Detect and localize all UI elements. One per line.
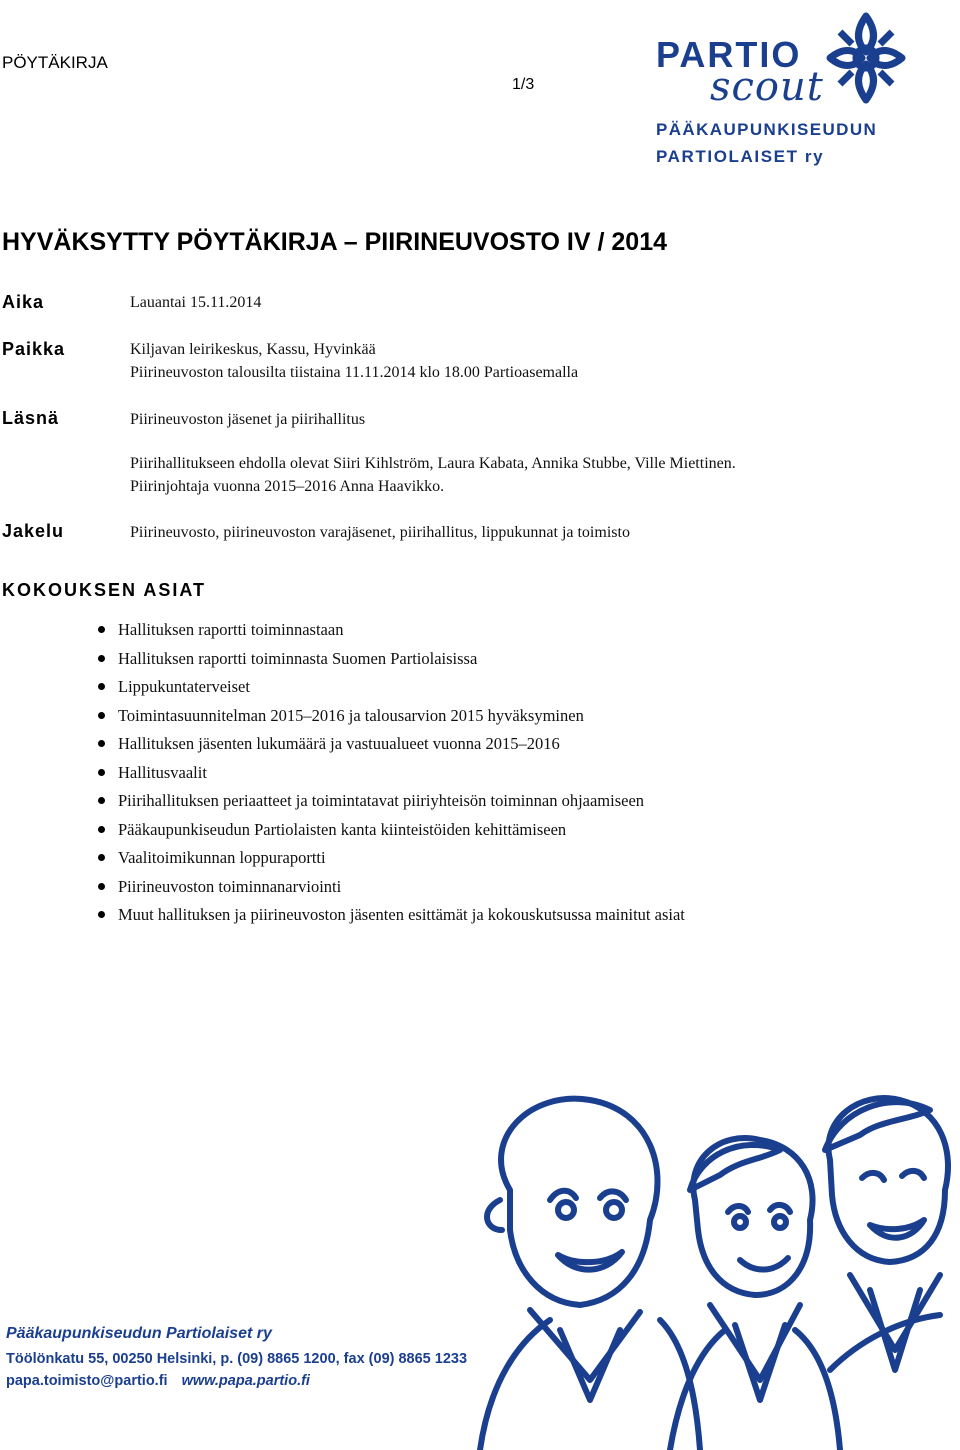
bullet-icon bbox=[98, 911, 105, 918]
list-item bbox=[92, 902, 685, 931]
agenda-item-text: Pääkaupunkiseudun Partiolaisten kanta kiinteistöiden kehittämiseen bbox=[118, 819, 567, 839]
list-item bbox=[92, 788, 685, 817]
page-number: 1/3 bbox=[512, 76, 535, 93]
agenda-item-text: Vaalitoimikunnan loppuraportti bbox=[118, 848, 326, 867]
logo-partio-text: PARTIO bbox=[656, 34, 802, 75]
jakelu-label: Jakelu bbox=[2, 521, 65, 541]
lasna-line-1: Piirineuvoston jäsenet ja piirihallitus bbox=[130, 411, 366, 428]
bullet-icon bbox=[98, 854, 105, 861]
list-item bbox=[92, 617, 685, 646]
list-item bbox=[92, 845, 685, 874]
logo-line-2: PARTIOLAISET ry bbox=[656, 147, 825, 166]
agenda-item-text: Piirineuvoston toiminnanarviointi bbox=[118, 876, 342, 896]
logo-scout-text: scout bbox=[710, 64, 824, 110]
list-item bbox=[92, 674, 685, 703]
list-item bbox=[92, 703, 685, 732]
bullet-icon bbox=[98, 883, 105, 890]
bullet-icon bbox=[98, 712, 105, 719]
bullet-icon bbox=[98, 740, 105, 747]
footer-web-link[interactable]: www.papa.partio.fi bbox=[181, 1373, 310, 1389]
bullet-icon bbox=[98, 797, 105, 804]
scout-lily-emblem-icon bbox=[816, 8, 916, 108]
agenda-item-text: Hallituksen raportti toiminnastaan bbox=[118, 620, 344, 639]
agenda-item-text: Hallituksen jäsenten lukumäärä ja vastuualueet vuonna 2015–2016 bbox=[118, 734, 560, 753]
partio-scout-logo bbox=[652, 8, 952, 178]
lasna-line-3: Piirinjohtaja vuonna 2015–2016 Anna Haavikko. bbox=[130, 478, 445, 495]
lasna-label: Läsnä bbox=[2, 408, 60, 428]
bullet-icon bbox=[98, 769, 105, 776]
agenda-item-text: Hallituksen raportti toiminnasta Suomen Partiolaisissa bbox=[118, 648, 478, 668]
logo-line-1: PÄÄKAUPUNKISEUDUN bbox=[656, 120, 878, 139]
lasna-line-2: Piirihallitukseen ehdolla olevat Siiri Kihlström, Laura Kabata, Annika Stubbe, Ville Miettinen. bbox=[130, 455, 736, 472]
document-title: HYVÄKSYTTY PÖYTÄKIRJA – PIIRINEUVOSTO IV / 2014 bbox=[2, 228, 668, 256]
list-item bbox=[92, 731, 685, 760]
footer-org: Pääkaupunkiseudun Partiolaiset ry bbox=[6, 1325, 272, 1342]
agenda-item-text: Lippukuntaterveiset bbox=[118, 677, 250, 696]
aika-value: Lauantai 15.11.2014 bbox=[130, 294, 262, 311]
bullet-icon bbox=[98, 826, 105, 833]
agenda-item-text: Hallitusvaalit bbox=[118, 762, 207, 782]
footer-email-link[interactable]: papa.toimisto@partio.fi bbox=[6, 1373, 168, 1389]
document-type: PÖYTÄKIRJA bbox=[2, 53, 108, 72]
paikka-label: Paikka bbox=[2, 339, 66, 359]
agenda-item-text: Toimintasuunnitelman 2015–2016 ja talousarvion 2015 hyväksyminen bbox=[118, 705, 584, 725]
aika-label: Aika bbox=[2, 292, 45, 312]
section-title: KOKOUKSEN ASIAT bbox=[2, 580, 207, 600]
agenda-item-text: Piirihallituksen periaatteet ja toimintatavat piiriyhteisön toiminnan ohjaamiseen bbox=[118, 791, 645, 810]
footer-address: Töölönkatu 55, 00250 Helsinki, p. (09) 8865 1200, fax (09) 8865 1233 bbox=[6, 1351, 468, 1367]
bullet-icon bbox=[98, 683, 105, 690]
list-item bbox=[92, 817, 685, 846]
list-item bbox=[92, 760, 685, 789]
footer-contacts bbox=[6, 1373, 310, 1389]
paikka-line-1: Kiljavan leirikeskus, Kassu, Hyvinkää bbox=[130, 341, 376, 358]
agenda-list bbox=[92, 617, 685, 931]
agenda-item-text: Muut hallituksen ja piirineuvoston jäsenten esittämät ja kokouskutsussa mainitut asiat bbox=[118, 905, 685, 924]
jakelu-value: Piirineuvosto, piirineuvoston varajäsenet, piirihallitus, lippukunnat ja toimisto bbox=[130, 524, 630, 541]
paikka-line-2: Piirineuvoston talousilta tiistaina 11.11.2014 klo 18.00 Partioasemalla bbox=[130, 364, 579, 381]
scouts-illustration-icon bbox=[440, 1080, 960, 1450]
bullet-icon bbox=[98, 655, 105, 662]
list-item bbox=[92, 646, 685, 675]
list-item bbox=[92, 874, 685, 903]
bullet-icon bbox=[98, 626, 105, 633]
